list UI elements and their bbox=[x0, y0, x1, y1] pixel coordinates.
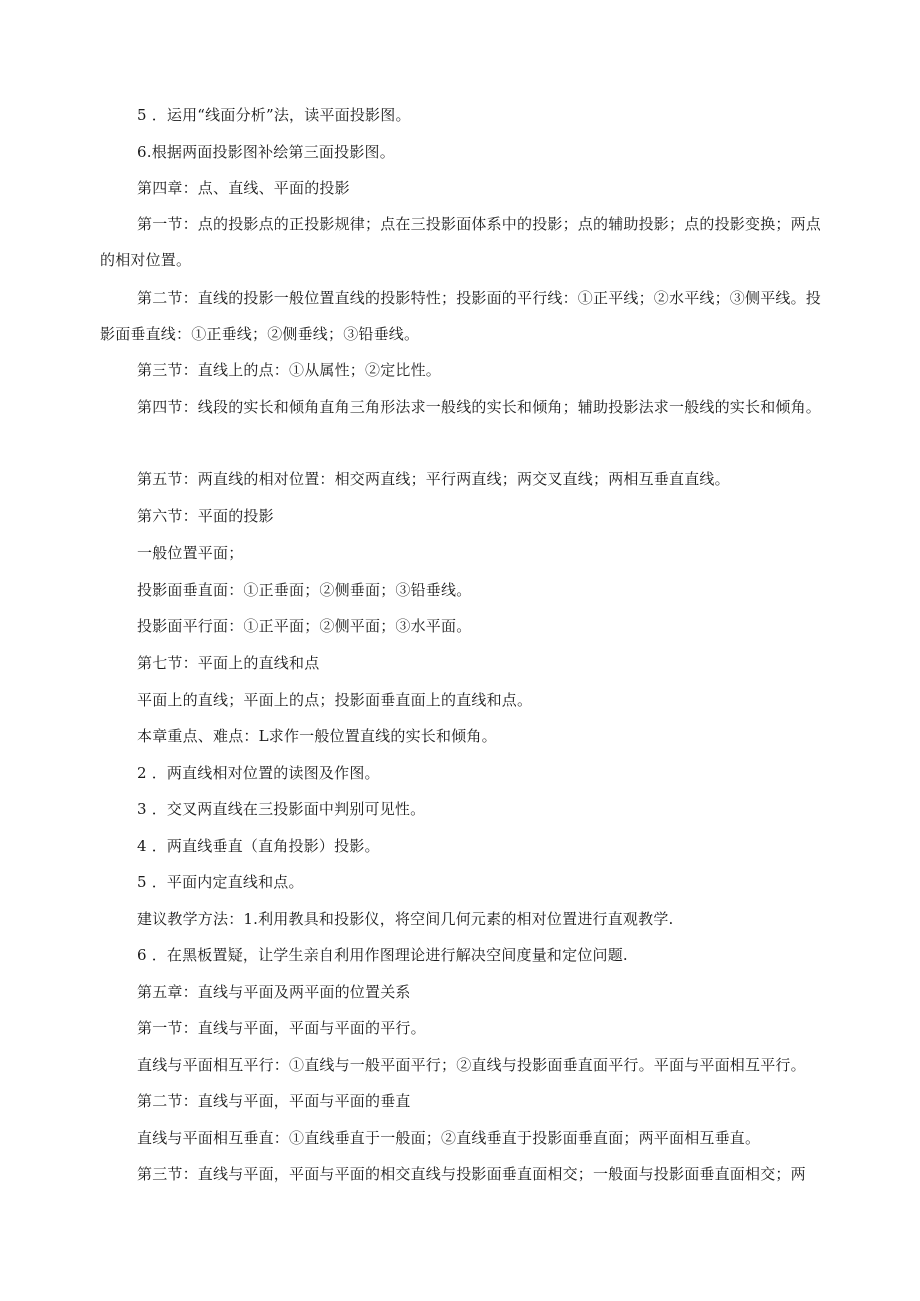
text-line: 第三节：直线上的点：①从属性；②定比性。 bbox=[137, 361, 442, 379]
text-line: 直线与平面相互平行：①直线与一般平面平行；②直线与投影面垂直面平行。平面与平面相互平行。 bbox=[137, 1056, 806, 1074]
text-paragraph: 第二节：直线的投影一般位置直线的投影特性；投影面的平行线：①正平线；②水平线；③侧平线。投影面垂直线：①正垂线；②侧垂线；③铅垂线。 bbox=[100, 289, 822, 343]
text-line: 平面上的直线；平面上的点；投影面垂直面上的直线和点。 bbox=[137, 691, 533, 709]
text-line: 一般位置平面； bbox=[137, 544, 244, 562]
text-line: 第五节：两直线的相对位置：相交两直线；平行两直线；两交叉直线；两相互垂直直线。 bbox=[137, 470, 730, 488]
text-line: 投影面垂直面：①正垂面；②侧垂面；③铅垂线。 bbox=[137, 581, 472, 599]
text-line: 第三节：直线与平面，平面与平面的相交直线与投影面垂直面相交；一般面与投影面垂直面相交；两 bbox=[137, 1165, 806, 1183]
chapter-heading: 第四章：点、直线、平面的投影 bbox=[137, 179, 350, 197]
list-item: 6 ．在黑板置疑，让学生亲自利用作图理论进行解决空间度量和定位问题. bbox=[137, 946, 628, 964]
list-item: 3 ．交叉两直线在三投影面中判别可见性。 bbox=[137, 800, 426, 818]
text-paragraph: 第一节：点的投影点的正投影规律；点在三投影面体系中的投影；点的辅助投影；点的投影变换；两点的相对位置。 bbox=[100, 215, 822, 269]
text-line: 投影面平行面：①正平面；②侧平面；③水平面。 bbox=[137, 617, 472, 635]
text-line: 直线与平面相互垂直：①直线垂直于一般面；②直线垂直于投影面垂直面；两平面相互垂直。 bbox=[137, 1129, 761, 1147]
section-heading: 第六节：平面的投影 bbox=[137, 507, 274, 525]
section-heading: 第一节：直线与平面，平面与平面的平行。 bbox=[137, 1019, 426, 1037]
section-heading: 第二节：直线与平面，平面与平面的垂直 bbox=[137, 1092, 411, 1110]
text-line: 5 ．运用“线面分析”法，读平面投影图。 bbox=[137, 106, 411, 124]
list-item: 5 ．平面内定直线和点。 bbox=[137, 873, 304, 891]
text-line: 6.根据两面投影图补绘第三面投影图。 bbox=[137, 143, 395, 161]
text-paragraph: 第四节：线段的实长和倾角直角三角形法求一般线的实长和倾角；辅助投影法求一般线的实长和倾角。 bbox=[137, 398, 822, 416]
text-line: 本章重点、难点：L求作一般位置直线的实长和倾角。 bbox=[137, 727, 497, 745]
list-item: 2 ．两直线相对位置的读图及作图。 bbox=[137, 764, 380, 782]
text-line: 建议教学方法：1.利用教具和投影仪，将空间几何元素的相对位置进行直观教学. bbox=[137, 910, 674, 928]
chapter-heading: 第五章：直线与平面及两平面的位置关系 bbox=[137, 983, 411, 1001]
section-heading: 第七节：平面上的直线和点 bbox=[137, 654, 320, 672]
list-item: 4 ．两直线垂直（直角投影）投影。 bbox=[137, 837, 380, 855]
